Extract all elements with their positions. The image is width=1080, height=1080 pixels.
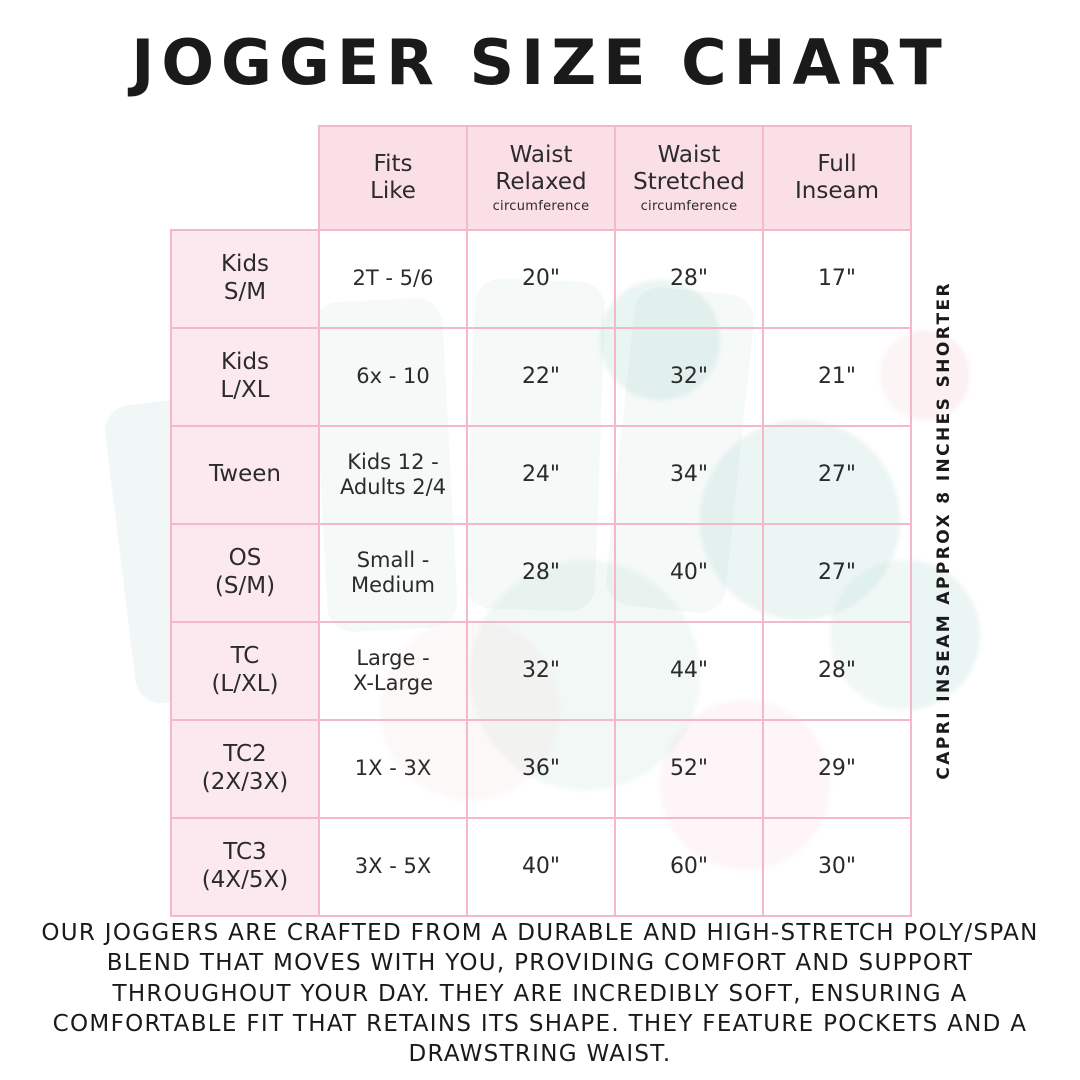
header-fits-like-line2: Like <box>370 178 416 204</box>
row-waist-relaxed: 22" <box>467 328 615 426</box>
row-full-inseam: 17" <box>763 230 911 328</box>
row-size-line1: TC <box>230 643 260 670</box>
row-fits-like <box>319 328 467 426</box>
row-size-line1: Kids <box>220 251 270 278</box>
table-row <box>171 720 911 818</box>
row-size-line2: (4X/5X) <box>201 867 289 893</box>
row-fits-line1: 2T - 5/6 <box>352 266 434 291</box>
row-size-label <box>171 230 319 328</box>
row-size-line2: S/M <box>223 279 267 305</box>
row-size-line1: Tween <box>209 461 281 488</box>
row-fits-line2: Medium <box>351 573 435 597</box>
row-fits-line1: 6x - 10 <box>356 364 430 389</box>
row-waist-relaxed: 36" <box>467 720 615 818</box>
header-full-inseam <box>763 126 911 230</box>
table-row <box>171 622 911 720</box>
row-fits-line1: Kids 12 - <box>347 449 439 474</box>
row-fits-line2: X-Large <box>352 671 433 695</box>
row-fits-like <box>319 818 467 916</box>
row-fits-line1: Large - <box>356 645 430 670</box>
table-row <box>171 426 911 524</box>
row-size-label <box>171 720 319 818</box>
row-full-inseam: 27" <box>763 524 911 622</box>
header-waist-relaxed <box>467 126 615 230</box>
row-size-line1: Kids <box>220 349 270 376</box>
size-chart-table <box>170 125 912 917</box>
size-chart-container <box>170 125 910 917</box>
row-full-inseam: 29" <box>763 720 911 818</box>
row-fits-like <box>319 524 467 622</box>
row-waist-stretched: 60" <box>615 818 763 916</box>
row-fits-like <box>319 230 467 328</box>
row-fits-like <box>319 720 467 818</box>
row-fits-line1: 1X - 3X <box>354 756 432 781</box>
row-waist-stretched: 52" <box>615 720 763 818</box>
footer-description: OUR JOGGERS ARE CRAFTED FROM A DURABLE AND HIGH-STRETCH POLY/SPAN BLEND THAT MOVES WITH YOU, PROVIDING COMFORT AND SUPPORT THROUGHOUT YOUR DAY. THEY ARE INCREDIBLY SOFT, ENSURING A COMFORTABLE FIT THAT RETAINS ITS SHAPE. THEY FEATURE POCKETS AND A DRAWSTRING WAIST. <box>41 920 1039 1068</box>
row-waist-stretched: 28" <box>615 230 763 328</box>
row-fits-line1: Small - <box>356 547 430 572</box>
table-row <box>171 524 911 622</box>
row-full-inseam: 27" <box>763 426 911 524</box>
table-header-row <box>171 126 911 230</box>
page-title: JOGGER SIZE CHART <box>131 26 949 99</box>
header-waist-relaxed-sub: circumference <box>492 198 590 214</box>
row-waist-relaxed: 32" <box>467 622 615 720</box>
header-waist-stretched-line1: Waist <box>657 141 721 168</box>
table-body <box>171 230 911 916</box>
row-fits-like <box>319 426 467 524</box>
row-size-label <box>171 426 319 524</box>
row-waist-stretched: 44" <box>615 622 763 720</box>
header-fits-like-line1: Fits <box>373 150 413 177</box>
row-waist-stretched: 34" <box>615 426 763 524</box>
header-waist-stretched-line2: Stretched <box>633 168 745 195</box>
row-size-line1: OS <box>228 545 262 572</box>
row-waist-stretched: 32" <box>615 328 763 426</box>
row-waist-relaxed: 28" <box>467 524 615 622</box>
capri-inseam-note <box>924 250 964 810</box>
row-size-line2: (2X/3X) <box>201 769 289 795</box>
header-waist-relaxed-line2: Relaxed <box>495 168 587 195</box>
row-size-label <box>171 622 319 720</box>
table-row <box>171 230 911 328</box>
header-corner-empty <box>171 126 319 230</box>
capri-inseam-note-text: CAPRI INSEAM APPROX 8 INCHES SHORTER <box>934 280 954 780</box>
row-full-inseam: 21" <box>763 328 911 426</box>
table-header <box>171 126 911 230</box>
row-waist-relaxed: 20" <box>467 230 615 328</box>
header-full-inseam-line1: Full <box>817 150 857 177</box>
row-size-label <box>171 328 319 426</box>
table-row <box>171 818 911 916</box>
header-fits-like <box>319 126 467 230</box>
header-waist-stretched <box>615 126 763 230</box>
row-fits-like <box>319 622 467 720</box>
row-full-inseam: 30" <box>763 818 911 916</box>
row-size-line1: TC2 <box>223 741 267 768</box>
row-waist-relaxed: 40" <box>467 818 615 916</box>
row-size-label <box>171 524 319 622</box>
header-waist-relaxed-line1: Waist <box>509 141 573 168</box>
row-size-line1: TC3 <box>223 839 267 866</box>
header-waist-stretched-sub: circumference <box>640 198 738 214</box>
row-waist-stretched: 40" <box>615 524 763 622</box>
row-waist-relaxed: 24" <box>467 426 615 524</box>
row-size-line2: (S/M) <box>214 573 276 599</box>
row-full-inseam: 28" <box>763 622 911 720</box>
row-size-label <box>171 818 319 916</box>
header-full-inseam-line2: Inseam <box>795 178 879 204</box>
row-fits-line1: 3X - 5X <box>354 854 432 879</box>
row-size-line2: L/XL <box>220 377 270 403</box>
row-fits-line2: Adults 2/4 <box>339 475 447 499</box>
row-size-line2: (L/XL) <box>211 671 279 697</box>
table-row <box>171 328 911 426</box>
